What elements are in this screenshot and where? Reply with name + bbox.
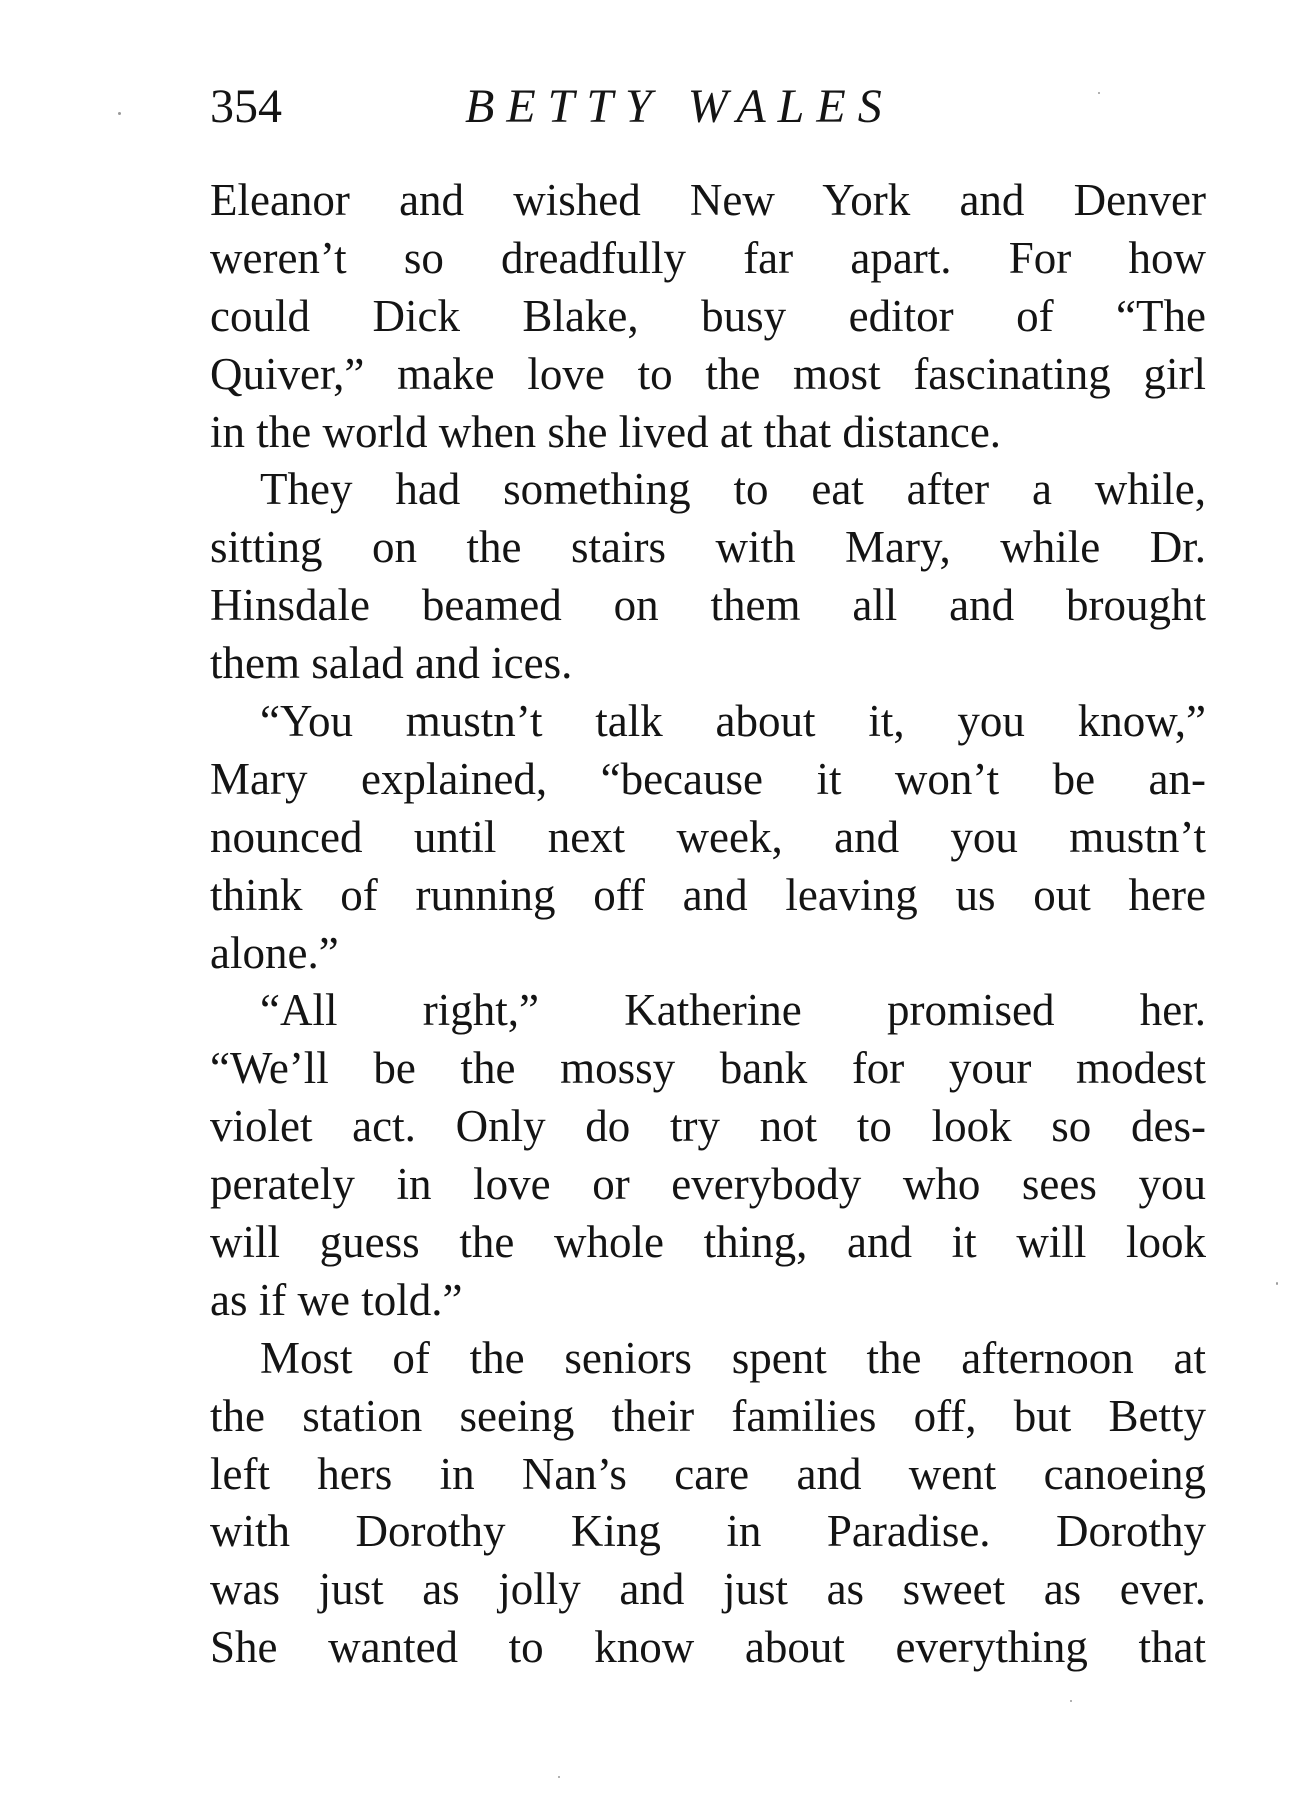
text-line: left hers in Nan’s care and went canoeing xyxy=(210,1448,1206,1499)
paper-speck xyxy=(1098,92,1100,94)
text-line: violet act. Only do try not to look so des- xyxy=(210,1101,1206,1152)
paper-speck xyxy=(558,1776,560,1778)
text-line: alone.” xyxy=(210,927,339,978)
text-line: Most of the seniors spent the afternoon at xyxy=(260,1332,1206,1383)
text-line: nounced until next week, and you mustn’t xyxy=(210,811,1206,862)
running-title: BETTY WALES xyxy=(465,80,894,133)
paper-speck xyxy=(118,112,121,115)
text-line: as if we told.” xyxy=(210,1274,463,1325)
text-line: with Dorothy King in Paradise. Dorothy xyxy=(210,1506,1206,1557)
text-line: She wanted to know about everything that xyxy=(210,1622,1206,1673)
text-line: in the world when she lived at that distance. xyxy=(210,406,1002,457)
text-line: will guess the whole thing, and it will look xyxy=(210,1217,1206,1268)
body-text xyxy=(210,172,1206,1677)
text-line: “You mustn’t talk about it, you know,” xyxy=(260,696,1206,747)
text-line: perately in love or everybody who sees you xyxy=(210,1159,1206,1210)
text-line: “All right,” Katherine promised her. xyxy=(260,985,1206,1036)
text-line: think of running off and leaving us out here xyxy=(210,869,1206,920)
text-line: could Dick Blake, busy editor of “The xyxy=(210,290,1206,341)
text-line: them salad and ices. xyxy=(210,638,573,689)
page-number: 354 xyxy=(210,80,282,133)
text-line: was just as jolly and just as sweet as ever. xyxy=(210,1564,1206,1615)
running-head xyxy=(210,72,1210,142)
text-line: sitting on the stairs with Mary, while Dr. xyxy=(210,522,1206,573)
text-line: Hinsdale beamed on them all and brought xyxy=(210,580,1206,631)
text-line: Quiver,” make love to the most fascinating girl xyxy=(210,348,1206,399)
paper-speck xyxy=(1070,1700,1072,1702)
text-line: the station seeing their families off, but Betty xyxy=(210,1390,1206,1441)
text-line: weren’t so dreadfully far apart. For how xyxy=(210,232,1206,283)
text-line: Eleanor and wished New York and Denver xyxy=(210,175,1206,225)
paper-speck xyxy=(1276,1282,1278,1285)
text-line: They had something to eat after a while, xyxy=(260,464,1206,515)
text-line: Mary explained, “because it won’t be an- xyxy=(210,753,1206,804)
text-line: “We’ll be the mossy bank for your modest xyxy=(210,1043,1206,1094)
